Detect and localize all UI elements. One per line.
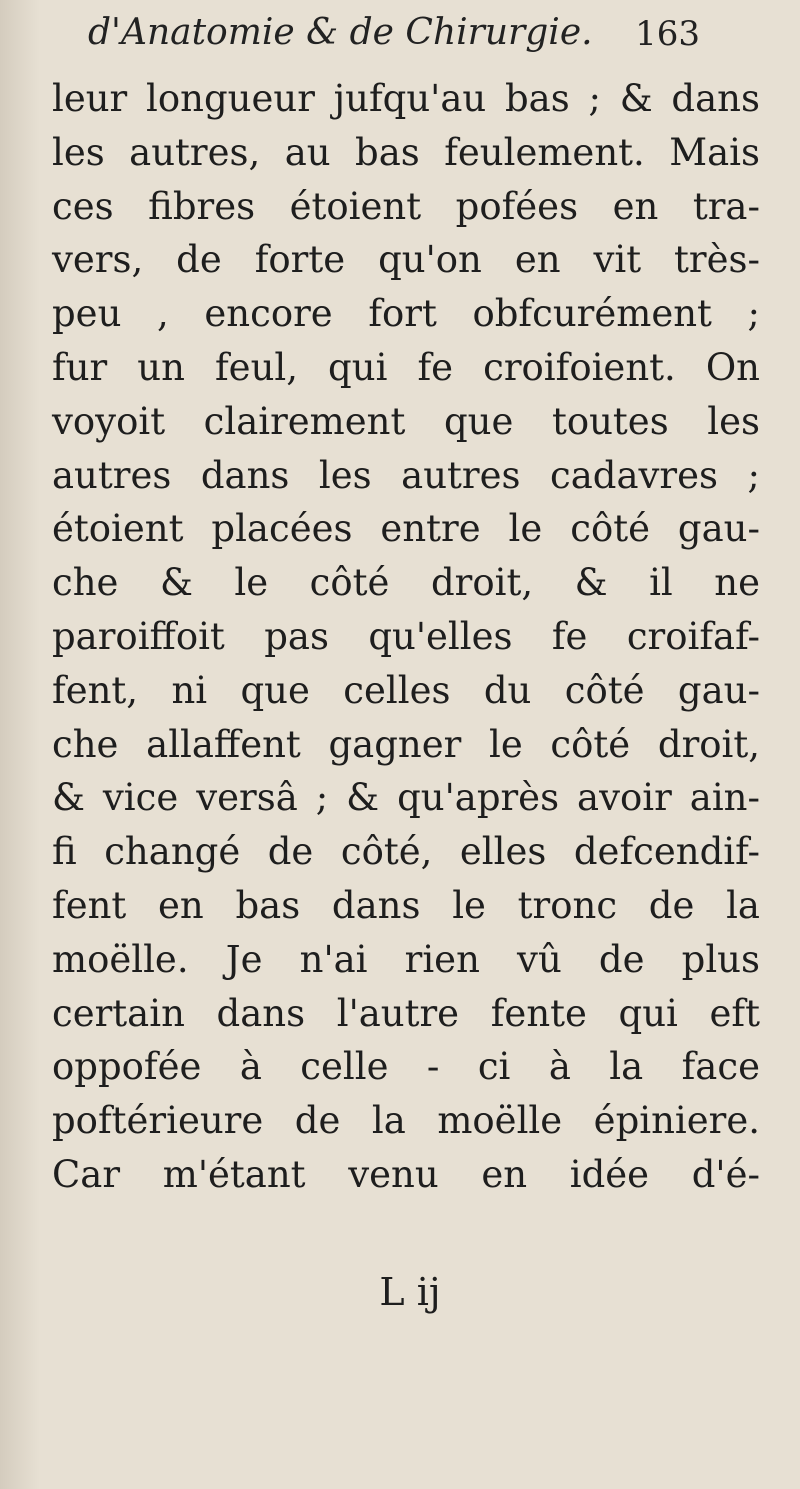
text-line: vers, de forte qu'on en vit très- bbox=[52, 238, 760, 282]
running-head bbox=[88, 0, 700, 70]
text-line: fent en bas dans le tronc de la bbox=[52, 883, 760, 927]
text-line: fi changé de côté, elles defcendif- bbox=[52, 830, 760, 874]
text-line: che allaffent gagner le côté droit, bbox=[52, 722, 760, 766]
text-line: certain dans l'autre fente qui eft bbox=[52, 991, 760, 1035]
text-line: oppofée à celle - ci à la face bbox=[52, 1045, 760, 1089]
text-line: les autres, au bas feulement. Mais bbox=[52, 130, 760, 174]
text-line: Car m'étant venu en idée d'é- bbox=[52, 1152, 760, 1196]
page-number: 163 bbox=[635, 14, 700, 54]
text-line: étoient placées entre le côté gau- bbox=[52, 507, 760, 551]
text-line: moëlle. Je n'ai rien vû de plus bbox=[52, 937, 760, 981]
page-gutter-shadow bbox=[0, 0, 40, 1489]
text-line: leur longueur jufqu'au bas ; & dans bbox=[52, 77, 760, 120]
signature-mark: L ij bbox=[379, 1270, 441, 1314]
text-line: voyoit clairement que toutes les bbox=[52, 399, 760, 443]
text-line: paroiffoit pas qu'elles fe croifaf- bbox=[52, 614, 760, 658]
running-title: d'Anatomie & de Chirurgie. bbox=[88, 12, 593, 53]
text-line: poftérieure de la moëlle épiniere. bbox=[52, 1099, 760, 1143]
text-line: ces fibres étoient pofées en tra- bbox=[52, 184, 760, 228]
body-text bbox=[52, 72, 760, 1202]
text-line: fent, ni que celles du côté gau- bbox=[52, 668, 760, 712]
text-line: autres dans les autres cadavres ; bbox=[52, 453, 760, 497]
text-line: & vice versâ ; & qu'après avoir ain- bbox=[52, 776, 760, 820]
text-line: peu , encore fort obfcurément ; bbox=[52, 292, 760, 336]
text-line: che & le côté droit, & il ne bbox=[52, 561, 760, 605]
text-line: fur un feul, qui fe croifoient. On bbox=[52, 345, 760, 389]
